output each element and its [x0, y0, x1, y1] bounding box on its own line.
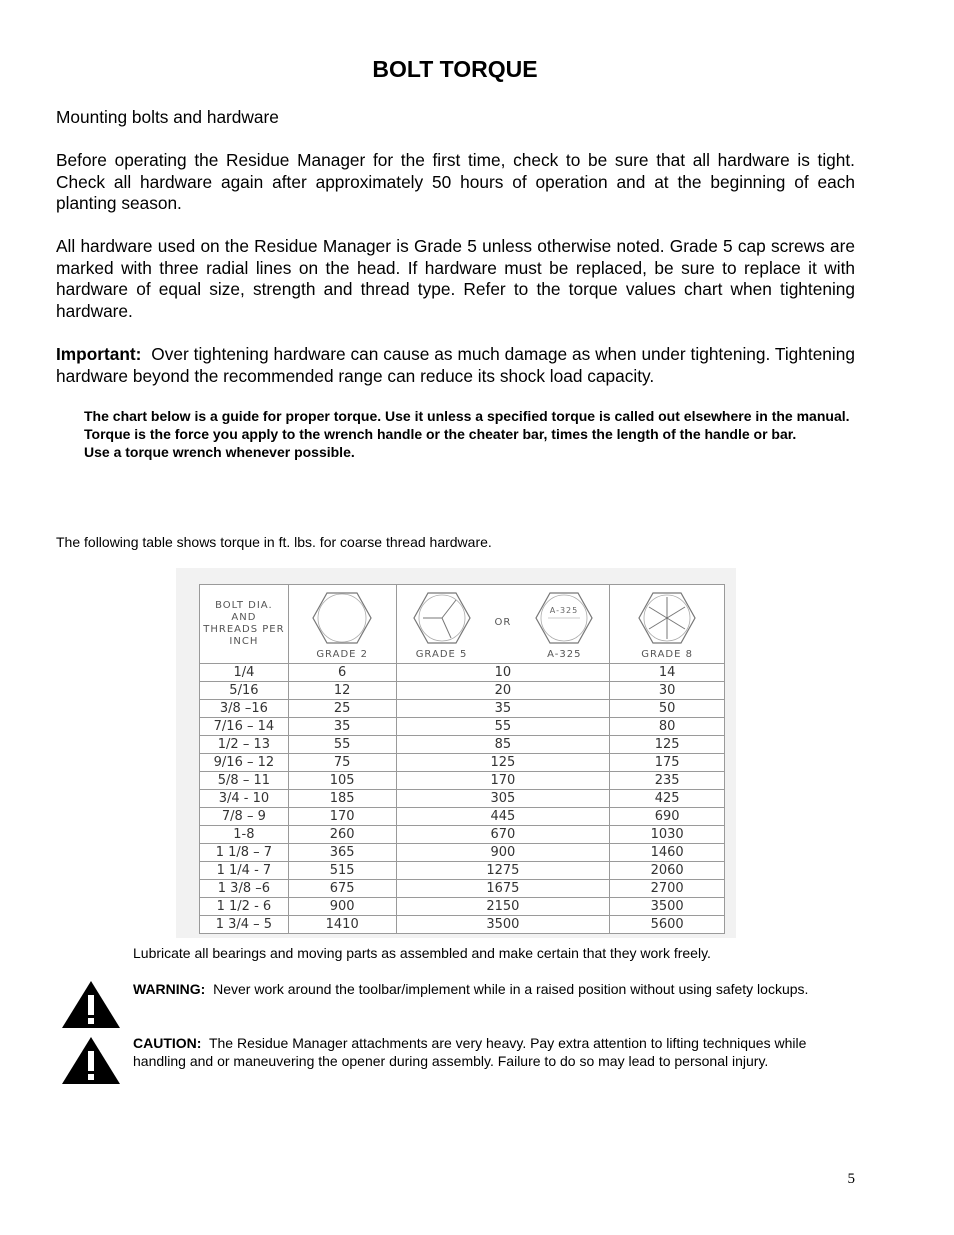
page-title: BOLT TORQUE [372, 56, 538, 82]
paragraph-grade-5: All hardware used on the Residue Manager is Grade 5 unless otherwise noted. Grade 5 cap screws are marked with three radial lines on the head. If hardware must be replaced, be sure to replace it with hardware of equal size, strength and thread type. Refer to the torque values chart when tightening hardware. [56, 236, 855, 321]
cell-grade-8: 2700 [610, 880, 725, 898]
warning-triangle-icon [61, 980, 121, 1029]
cell-grade-2: 35 [288, 718, 396, 736]
table-row [200, 898, 725, 916]
warning-text: Never work around the toolbar/implement while in a raised position without using safety lockups. [213, 981, 809, 997]
table-row [200, 808, 725, 826]
header-or-label: OR [494, 617, 512, 628]
cell-grade-8: 3500 [610, 898, 725, 916]
table-row [200, 880, 725, 898]
cell-bolt-size: 3/4 - 10 [200, 790, 289, 808]
cell-grade-8: 690 [610, 808, 725, 826]
cell-grade-8: 5600 [610, 916, 725, 934]
table-row [200, 664, 725, 682]
cell-grade-8: 175 [610, 754, 725, 772]
table-row [200, 700, 725, 718]
cell-grade-2: 105 [288, 772, 396, 790]
cell-bolt-size: 1/4 [200, 664, 289, 682]
note-torque-wrench: Use a torque wrench whenever possible. [84, 444, 355, 460]
cell-grade-8: 1030 [610, 826, 725, 844]
cell-bolt-size: 3/8 –16 [200, 700, 289, 718]
cell-grade-2: 75 [288, 754, 396, 772]
cell-bolt-size: 5/8 – 11 [200, 772, 289, 790]
cell-grade-5: 35 [396, 700, 610, 718]
cell-grade-5: 10 [396, 664, 610, 682]
cell-bolt-size: 1 1/8 – 7 [200, 844, 289, 862]
cell-grade-5: 1675 [396, 880, 610, 898]
a325-head-marking: A-325 [550, 606, 579, 615]
table-row [200, 826, 725, 844]
table-row [200, 772, 725, 790]
cell-grade-5: 2150 [396, 898, 610, 916]
warning-label: WARNING: [133, 981, 206, 997]
table-row [200, 862, 725, 880]
cell-grade-2: 170 [288, 808, 396, 826]
cell-grade-5: 1275 [396, 862, 610, 880]
table-row [200, 916, 725, 934]
note-chart-guide: The chart below is a guide for proper torque. Use it unless a specified torque is called out elsewhere in the manual. [84, 408, 850, 424]
cell-grade-5: 170 [396, 772, 610, 790]
cell-bolt-size: 1-8 [200, 826, 289, 844]
cell-grade-5: 20 [396, 682, 610, 700]
cell-grade-8: 80 [610, 718, 725, 736]
cell-grade-8: 125 [610, 736, 725, 754]
cell-grade-8: 425 [610, 790, 725, 808]
cell-bolt-size: 5/16 [200, 682, 289, 700]
cell-grade-8: 2060 [610, 862, 725, 880]
cell-grade-5: 3500 [396, 916, 610, 934]
cell-grade-2: 1410 [288, 916, 396, 934]
grade-8-label: GRADE 8 [641, 649, 693, 660]
table-row [200, 790, 725, 808]
cell-bolt-size: 1 1/4 - 7 [200, 862, 289, 880]
table-intro: The following table shows torque in ft. lbs. for coarse thread hardware. [56, 534, 492, 550]
grade-8-bolt-head-icon [634, 590, 700, 646]
cell-grade-8: 14 [610, 664, 725, 682]
header-grade-2 [288, 585, 396, 664]
important-label: Important: [56, 344, 142, 364]
cell-bolt-size: 9/16 – 12 [200, 754, 289, 772]
paragraph-important [56, 344, 855, 387]
caution-text: The Residue Manager attachments are very heavy. Pay extra attention to lifting techniques while handling and or maneuvering the opener during assembly. Failure to do so may lead to personal injury. [133, 1035, 807, 1069]
cell-grade-5: 900 [396, 844, 610, 862]
header-bolt-dia [200, 585, 289, 664]
header-grade-5 [396, 585, 610, 664]
cell-grade-5: 85 [396, 736, 610, 754]
cell-grade-5: 55 [396, 718, 610, 736]
grade-2-bolt-head-icon [307, 590, 377, 646]
cell-grade-8: 1460 [610, 844, 725, 862]
cell-grade-2: 900 [288, 898, 396, 916]
cell-grade-2: 55 [288, 736, 396, 754]
header-grade-8 [610, 585, 725, 664]
torque-notes [84, 407, 855, 461]
cell-grade-5: 670 [396, 826, 610, 844]
paragraph-before-operating: Before operating the Residue Manager for the first time, check to be sure that all hardware is tight. Check all hardware again after approximately 50 hours of operation and at the beginning of each planting season. [56, 150, 855, 214]
cell-grade-8: 235 [610, 772, 725, 790]
caution-triangle-icon [61, 1036, 121, 1085]
cell-grade-2: 365 [288, 844, 396, 862]
cell-grade-2: 675 [288, 880, 396, 898]
table-row [200, 844, 725, 862]
cell-grade-5: 445 [396, 808, 610, 826]
cell-grade-8: 50 [610, 700, 725, 718]
table-row [200, 754, 725, 772]
cell-grade-2: 515 [288, 862, 396, 880]
cell-grade-2: 260 [288, 826, 396, 844]
note-torque-definition: Torque is the force you apply to the wrench handle or the cheater bar, times the length of the handle or bar. [84, 426, 797, 442]
section-subtitle: Mounting bolts and hardware [56, 107, 279, 127]
caution-label: CAUTION: [133, 1035, 202, 1051]
cell-bolt-size: 7/16 – 14 [200, 718, 289, 736]
page-number: 5 [847, 1171, 855, 1187]
grade-2-label: GRADE 2 [316, 649, 369, 660]
cell-bolt-size: 7/8 – 9 [200, 808, 289, 826]
caution-block [133, 1034, 855, 1070]
cell-grade-2: 185 [288, 790, 396, 808]
cell-bolt-size: 1 3/4 – 5 [200, 916, 289, 934]
a325-label: A-325 [547, 649, 582, 660]
cell-bolt-size: 1 1/2 - 6 [200, 898, 289, 916]
torque-table-header [200, 585, 725, 664]
cell-grade-2: 25 [288, 700, 396, 718]
header-bolt-dia-label: BOLT DIA. AND THREADS PER INCH [203, 600, 285, 647]
warning-block [133, 980, 855, 998]
grade-5-label: GRADE 5 [415, 649, 468, 660]
table-row [200, 682, 725, 700]
lubricate-note: Lubricate all bearings and moving parts as assembled and make certain that they work freely. [133, 945, 711, 961]
cell-grade-2: 6 [288, 664, 396, 682]
a325-bolt-head-icon [531, 590, 597, 646]
cell-bolt-size: 1/2 – 13 [200, 736, 289, 754]
grade-5-bolt-head-icon [409, 590, 475, 646]
cell-grade-2: 12 [288, 682, 396, 700]
cell-grade-5: 125 [396, 754, 610, 772]
table-row [200, 736, 725, 754]
table-row [200, 718, 725, 736]
cell-grade-5: 305 [396, 790, 610, 808]
cell-bolt-size: 1 3/8 –6 [200, 880, 289, 898]
important-text: Over tightening hardware can cause as much damage as when under tightening. Tightening hardware beyond the recommended range can reduce its shock load capacity. [56, 344, 855, 386]
cell-grade-8: 30 [610, 682, 725, 700]
torque-table [199, 584, 725, 934]
